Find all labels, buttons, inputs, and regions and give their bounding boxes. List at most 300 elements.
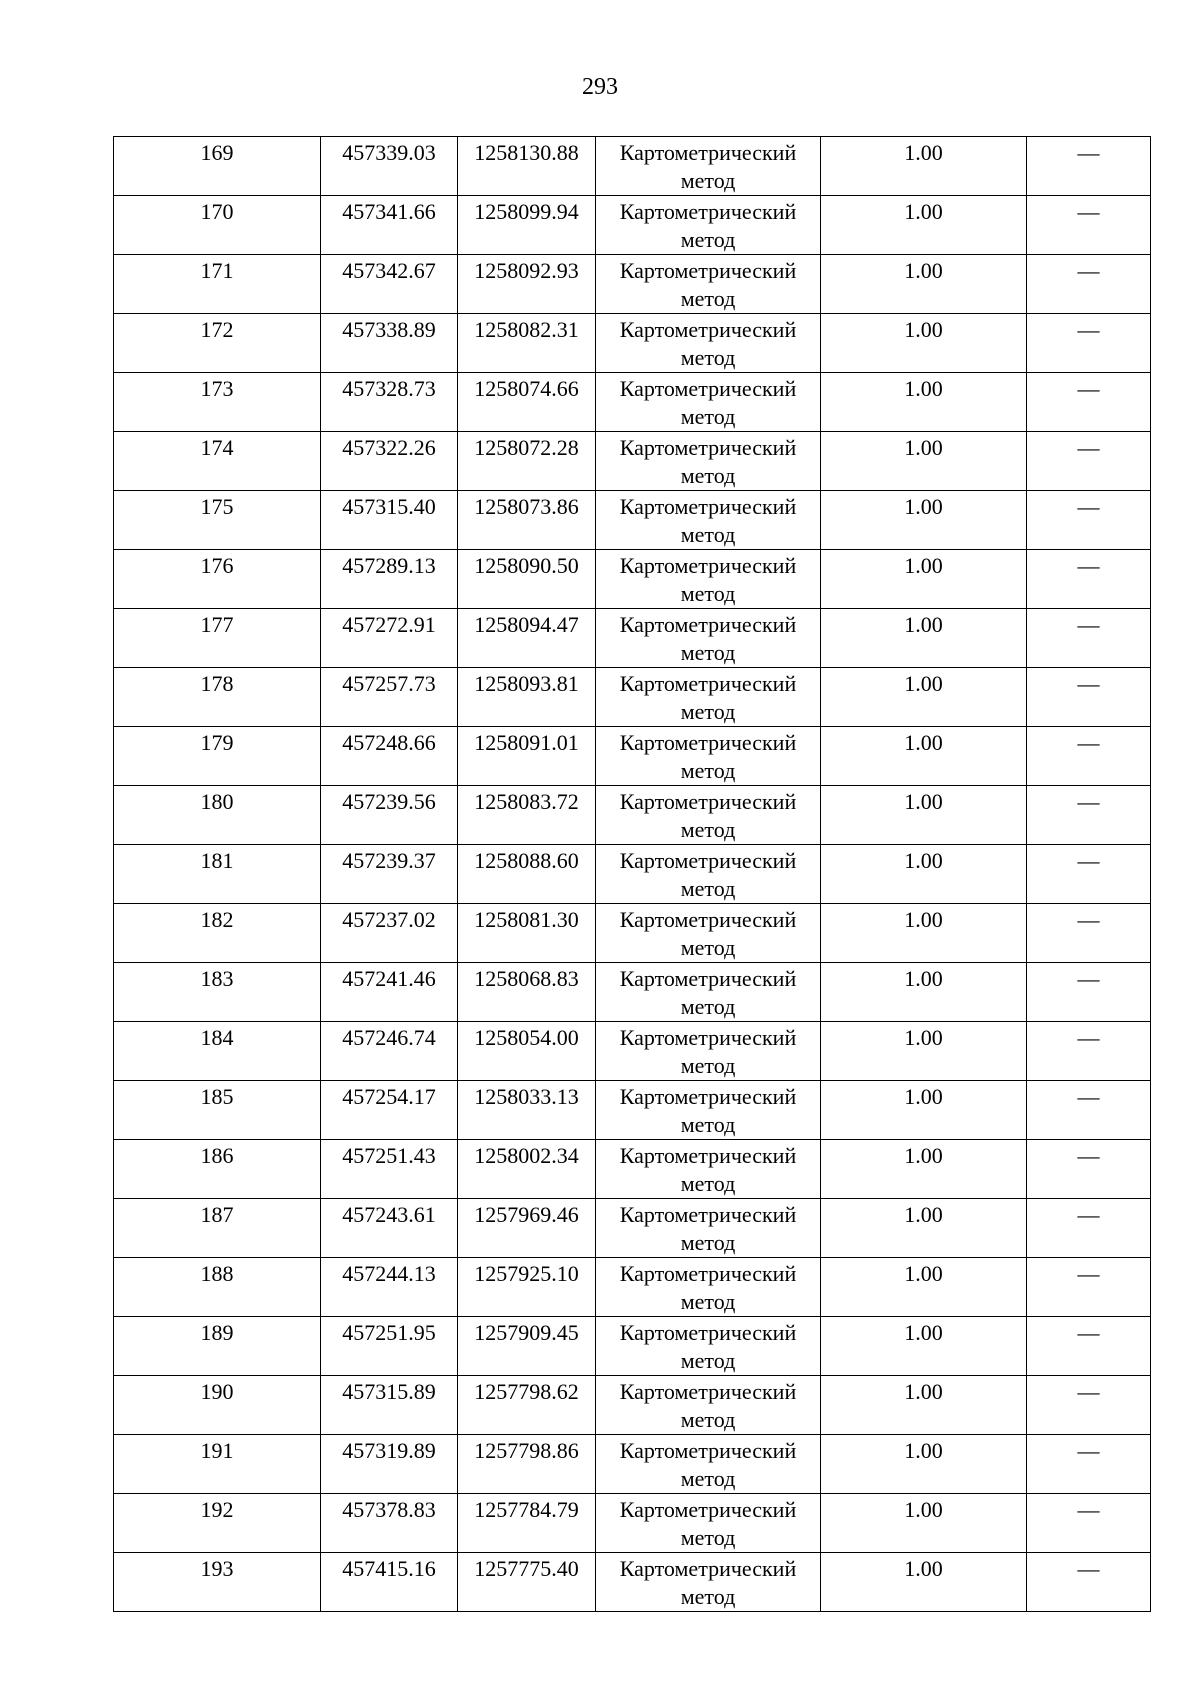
coordinates-table-body bbox=[114, 137, 1151, 1612]
x-coordinate-cell-text: 457339.03 bbox=[342, 140, 436, 165]
accuracy-cell-text: 1.00 bbox=[904, 612, 943, 637]
y-coordinate-cell bbox=[458, 314, 596, 373]
description-cell bbox=[1027, 1140, 1151, 1199]
accuracy-cell-text: 1.00 bbox=[904, 671, 943, 696]
y-coordinate-cell-text: 1258002.34 bbox=[474, 1143, 579, 1168]
x-coordinate-cell-text: 457315.40 bbox=[342, 494, 436, 519]
accuracy-cell bbox=[821, 255, 1027, 314]
description-cell-text: — bbox=[1077, 1497, 1100, 1522]
accuracy-cell bbox=[821, 550, 1027, 609]
y-coordinate-cell bbox=[458, 786, 596, 845]
method-cell-text: Картометрический метод bbox=[619, 199, 797, 252]
y-coordinate-cell-text: 1257798.86 bbox=[474, 1438, 579, 1463]
description-cell-text: — bbox=[1077, 1556, 1100, 1581]
point-number-cell bbox=[114, 1258, 321, 1317]
y-coordinate-cell-text: 1257775.40 bbox=[474, 1556, 579, 1581]
point-number-cell-text: 185 bbox=[200, 1084, 234, 1109]
method-cell-text: Картометрический метод bbox=[619, 907, 797, 960]
y-coordinate-cell bbox=[458, 432, 596, 491]
accuracy-cell bbox=[821, 668, 1027, 727]
y-coordinate-cell bbox=[458, 137, 596, 196]
x-coordinate-cell-text: 457289.13 bbox=[342, 553, 436, 578]
description-cell-text: — bbox=[1077, 1025, 1100, 1050]
accuracy-cell bbox=[821, 314, 1027, 373]
x-coordinate-cell bbox=[321, 1258, 458, 1317]
description-cell-text: — bbox=[1077, 317, 1100, 342]
point-number-cell-text: 191 bbox=[200, 1438, 234, 1463]
point-number-cell-text: 186 bbox=[200, 1143, 234, 1168]
table-row bbox=[114, 196, 1151, 255]
x-coordinate-cell-text: 457342.67 bbox=[342, 258, 436, 283]
table-row bbox=[114, 314, 1151, 373]
y-coordinate-cell-text: 1257909.45 bbox=[474, 1320, 579, 1345]
description-cell-text: — bbox=[1077, 553, 1100, 578]
x-coordinate-cell-text: 457322.26 bbox=[342, 435, 436, 460]
y-coordinate-cell bbox=[458, 1081, 596, 1140]
point-number-cell bbox=[114, 1494, 321, 1553]
x-coordinate-cell bbox=[321, 255, 458, 314]
x-coordinate-cell-text: 457341.66 bbox=[342, 199, 436, 224]
x-coordinate-cell-text: 457315.89 bbox=[342, 1379, 436, 1404]
y-coordinate-cell-text: 1258074.66 bbox=[474, 376, 579, 401]
x-coordinate-cell bbox=[321, 845, 458, 904]
point-number-cell-text: 169 bbox=[200, 140, 234, 165]
x-coordinate-cell-text: 457378.83 bbox=[342, 1497, 436, 1522]
accuracy-cell bbox=[821, 963, 1027, 1022]
table-row bbox=[114, 609, 1151, 668]
y-coordinate-cell bbox=[458, 491, 596, 550]
x-coordinate-cell bbox=[321, 432, 458, 491]
accuracy-cell bbox=[821, 1199, 1027, 1258]
accuracy-cell-text: 1.00 bbox=[904, 553, 943, 578]
y-coordinate-cell bbox=[458, 668, 596, 727]
accuracy-cell-text: 1.00 bbox=[904, 317, 943, 342]
point-number-cell bbox=[114, 373, 321, 432]
x-coordinate-cell-text: 457248.66 bbox=[342, 730, 436, 755]
point-number-cell bbox=[114, 550, 321, 609]
point-number-cell bbox=[114, 1140, 321, 1199]
description-cell-text: — bbox=[1077, 1379, 1100, 1404]
method-cell bbox=[596, 609, 821, 668]
description-cell bbox=[1027, 1317, 1151, 1376]
x-coordinate-cell-text: 457246.74 bbox=[342, 1025, 436, 1050]
point-number-cell-text: 178 bbox=[200, 671, 234, 696]
x-coordinate-cell bbox=[321, 1317, 458, 1376]
method-cell bbox=[596, 1553, 821, 1612]
accuracy-cell-text: 1.00 bbox=[904, 140, 943, 165]
accuracy-cell bbox=[821, 1081, 1027, 1140]
y-coordinate-cell bbox=[458, 1494, 596, 1553]
y-coordinate-cell-text: 1258072.28 bbox=[474, 435, 579, 460]
point-number-cell-text: 174 bbox=[200, 435, 234, 460]
description-cell-text: — bbox=[1077, 907, 1100, 932]
method-cell-text: Картометрический метод bbox=[619, 966, 797, 1019]
point-number-cell-text: 175 bbox=[200, 494, 234, 519]
accuracy-cell bbox=[821, 1435, 1027, 1494]
accuracy-cell-text: 1.00 bbox=[904, 199, 943, 224]
point-number-cell-text: 184 bbox=[200, 1025, 234, 1050]
description-cell-text: — bbox=[1077, 848, 1100, 873]
method-cell-text: Картометрический метод bbox=[619, 848, 797, 901]
x-coordinate-cell-text: 457251.95 bbox=[342, 1320, 436, 1345]
x-coordinate-cell bbox=[321, 1435, 458, 1494]
method-cell-text: Картометрический метод bbox=[619, 1202, 797, 1255]
point-number-cell bbox=[114, 1435, 321, 1494]
method-cell bbox=[596, 491, 821, 550]
y-coordinate-cell-text: 1258073.86 bbox=[474, 494, 579, 519]
method-cell-text: Картометрический метод bbox=[619, 1084, 797, 1137]
method-cell-text: Картометрический метод bbox=[619, 1438, 797, 1491]
method-cell-text: Картометрический метод bbox=[619, 789, 797, 842]
table-row bbox=[114, 1317, 1151, 1376]
y-coordinate-cell-text: 1258130.88 bbox=[474, 140, 579, 165]
description-cell bbox=[1027, 373, 1151, 432]
point-number-cell-text: 190 bbox=[200, 1379, 234, 1404]
method-cell bbox=[596, 196, 821, 255]
y-coordinate-cell-text: 1257784.79 bbox=[474, 1497, 579, 1522]
point-number-cell-text: 179 bbox=[200, 730, 234, 755]
accuracy-cell-text: 1.00 bbox=[904, 1025, 943, 1050]
accuracy-cell-text: 1.00 bbox=[904, 435, 943, 460]
accuracy-cell bbox=[821, 786, 1027, 845]
y-coordinate-cell-text: 1258082.31 bbox=[474, 317, 579, 342]
method-cell-text: Картометрический метод bbox=[619, 730, 797, 783]
x-coordinate-cell-text: 457251.43 bbox=[342, 1143, 436, 1168]
y-coordinate-cell bbox=[458, 845, 596, 904]
accuracy-cell-text: 1.00 bbox=[904, 1379, 943, 1404]
point-number-cell-text: 189 bbox=[200, 1320, 234, 1345]
accuracy-cell-text: 1.00 bbox=[904, 1084, 943, 1109]
x-coordinate-cell bbox=[321, 609, 458, 668]
method-cell-text: Картометрический метод bbox=[619, 671, 797, 724]
x-coordinate-cell bbox=[321, 1376, 458, 1435]
y-coordinate-cell-text: 1258033.13 bbox=[474, 1084, 579, 1109]
point-number-cell-text: 171 bbox=[200, 258, 234, 283]
method-cell-text: Картометрический метод bbox=[619, 435, 797, 488]
y-coordinate-cell bbox=[458, 1376, 596, 1435]
point-number-cell-text: 181 bbox=[200, 848, 234, 873]
description-cell-text: — bbox=[1077, 435, 1100, 460]
table-row bbox=[114, 1140, 1151, 1199]
point-number-cell-text: 172 bbox=[200, 317, 234, 342]
description-cell-text: — bbox=[1077, 612, 1100, 637]
table-row bbox=[114, 1494, 1151, 1553]
table-row bbox=[114, 1553, 1151, 1612]
y-coordinate-cell-text: 1258083.72 bbox=[474, 789, 579, 814]
method-cell-text: Картометрический метод bbox=[619, 1025, 797, 1078]
point-number-cell bbox=[114, 1317, 321, 1376]
accuracy-cell bbox=[821, 373, 1027, 432]
accuracy-cell-text: 1.00 bbox=[904, 1438, 943, 1463]
y-coordinate-cell bbox=[458, 1140, 596, 1199]
y-coordinate-cell bbox=[458, 1553, 596, 1612]
method-cell bbox=[596, 668, 821, 727]
description-cell bbox=[1027, 1022, 1151, 1081]
point-number-cell bbox=[114, 491, 321, 550]
accuracy-cell-text: 1.00 bbox=[904, 1202, 943, 1227]
accuracy-cell bbox=[821, 1317, 1027, 1376]
description-cell-text: — bbox=[1077, 730, 1100, 755]
x-coordinate-cell bbox=[321, 1199, 458, 1258]
x-coordinate-cell bbox=[321, 727, 458, 786]
accuracy-cell-text: 1.00 bbox=[904, 907, 943, 932]
method-cell-text: Картометрический метод bbox=[619, 1556, 797, 1609]
point-number-cell-text: 177 bbox=[200, 612, 234, 637]
table-row bbox=[114, 1199, 1151, 1258]
x-coordinate-cell bbox=[321, 1553, 458, 1612]
x-coordinate-cell bbox=[321, 550, 458, 609]
description-cell bbox=[1027, 255, 1151, 314]
method-cell bbox=[596, 963, 821, 1022]
accuracy-cell-text: 1.00 bbox=[904, 1556, 943, 1581]
description-cell-text: — bbox=[1077, 1261, 1100, 1286]
table-row bbox=[114, 491, 1151, 550]
accuracy-cell bbox=[821, 1258, 1027, 1317]
method-cell bbox=[596, 432, 821, 491]
x-coordinate-cell bbox=[321, 1081, 458, 1140]
x-coordinate-cell-text: 457239.56 bbox=[342, 789, 436, 814]
method-cell-text: Картометрический метод bbox=[619, 317, 797, 370]
method-cell bbox=[596, 373, 821, 432]
description-cell-text: — bbox=[1077, 1084, 1100, 1109]
accuracy-cell bbox=[821, 432, 1027, 491]
method-cell-text: Картометрический метод bbox=[619, 612, 797, 665]
table-row bbox=[114, 786, 1151, 845]
point-number-cell bbox=[114, 1022, 321, 1081]
method-cell-text: Картометрический метод bbox=[619, 494, 797, 547]
description-cell bbox=[1027, 550, 1151, 609]
x-coordinate-cell bbox=[321, 786, 458, 845]
x-coordinate-cell-text: 457338.89 bbox=[342, 317, 436, 342]
y-coordinate-cell-text: 1258068.83 bbox=[474, 966, 579, 991]
method-cell bbox=[596, 904, 821, 963]
point-number-cell bbox=[114, 963, 321, 1022]
x-coordinate-cell bbox=[321, 963, 458, 1022]
table-row bbox=[114, 1435, 1151, 1494]
table-row bbox=[114, 845, 1151, 904]
point-number-cell bbox=[114, 1199, 321, 1258]
accuracy-cell bbox=[821, 845, 1027, 904]
table-row bbox=[114, 668, 1151, 727]
description-cell bbox=[1027, 904, 1151, 963]
description-cell-text: — bbox=[1077, 199, 1100, 224]
method-cell bbox=[596, 1022, 821, 1081]
point-number-cell-text: 176 bbox=[200, 553, 234, 578]
point-number-cell-text: 188 bbox=[200, 1261, 234, 1286]
description-cell-text: — bbox=[1077, 966, 1100, 991]
x-coordinate-cell-text: 457241.46 bbox=[342, 966, 436, 991]
x-coordinate-cell bbox=[321, 904, 458, 963]
table-row bbox=[114, 432, 1151, 491]
y-coordinate-cell bbox=[458, 1317, 596, 1376]
description-cell-text: — bbox=[1077, 671, 1100, 696]
table-row bbox=[114, 727, 1151, 786]
description-cell-text: — bbox=[1077, 1438, 1100, 1463]
table-row bbox=[114, 255, 1151, 314]
point-number-cell-text: 192 bbox=[200, 1497, 234, 1522]
x-coordinate-cell-text: 457272.91 bbox=[342, 612, 436, 637]
description-cell bbox=[1027, 786, 1151, 845]
table-row bbox=[114, 1081, 1151, 1140]
point-number-cell bbox=[114, 727, 321, 786]
x-coordinate-cell bbox=[321, 668, 458, 727]
accuracy-cell bbox=[821, 196, 1027, 255]
y-coordinate-cell bbox=[458, 550, 596, 609]
y-coordinate-cell-text: 1258091.01 bbox=[474, 730, 579, 755]
table-row bbox=[114, 550, 1151, 609]
x-coordinate-cell bbox=[321, 1140, 458, 1199]
description-cell bbox=[1027, 727, 1151, 786]
accuracy-cell-text: 1.00 bbox=[904, 1143, 943, 1168]
point-number-cell-text: 180 bbox=[200, 789, 234, 814]
accuracy-cell-text: 1.00 bbox=[904, 494, 943, 519]
point-number-cell bbox=[114, 137, 321, 196]
point-number-cell-text: 182 bbox=[200, 907, 234, 932]
page-number: 293 bbox=[582, 74, 618, 100]
x-coordinate-cell-text: 457415.16 bbox=[342, 1556, 436, 1581]
point-number-cell-text: 193 bbox=[200, 1556, 234, 1581]
y-coordinate-cell bbox=[458, 963, 596, 1022]
method-cell bbox=[596, 1376, 821, 1435]
method-cell-text: Картометрический метод bbox=[619, 376, 797, 429]
method-cell bbox=[596, 1435, 821, 1494]
accuracy-cell bbox=[821, 1140, 1027, 1199]
point-number-cell-text: 170 bbox=[200, 199, 234, 224]
x-coordinate-cell bbox=[321, 196, 458, 255]
y-coordinate-cell-text: 1257798.62 bbox=[474, 1379, 579, 1404]
x-coordinate-cell-text: 457243.61 bbox=[342, 1202, 436, 1227]
accuracy-cell-text: 1.00 bbox=[904, 1320, 943, 1345]
description-cell bbox=[1027, 1081, 1151, 1140]
point-number-cell bbox=[114, 904, 321, 963]
table-row bbox=[114, 1022, 1151, 1081]
accuracy-cell-text: 1.00 bbox=[904, 258, 943, 283]
description-cell bbox=[1027, 1199, 1151, 1258]
point-number-cell bbox=[114, 609, 321, 668]
method-cell bbox=[596, 727, 821, 786]
method-cell bbox=[596, 1140, 821, 1199]
method-cell-text: Картометрический метод bbox=[619, 1261, 797, 1314]
table-row bbox=[114, 1376, 1151, 1435]
point-number-cell bbox=[114, 786, 321, 845]
method-cell bbox=[596, 1199, 821, 1258]
point-number-cell bbox=[114, 196, 321, 255]
method-cell-text: Картометрический метод bbox=[619, 1143, 797, 1196]
accuracy-cell bbox=[821, 491, 1027, 550]
accuracy-cell bbox=[821, 1022, 1027, 1081]
method-cell-text: Картометрический метод bbox=[619, 1379, 797, 1432]
y-coordinate-cell-text: 1258093.81 bbox=[474, 671, 579, 696]
y-coordinate-cell-text: 1258094.47 bbox=[474, 612, 579, 637]
accuracy-cell bbox=[821, 727, 1027, 786]
accuracy-cell bbox=[821, 1376, 1027, 1435]
y-coordinate-cell-text: 1258054.00 bbox=[474, 1025, 579, 1050]
point-number-cell-text: 173 bbox=[200, 376, 234, 401]
x-coordinate-cell-text: 457257.73 bbox=[342, 671, 436, 696]
description-cell bbox=[1027, 1376, 1151, 1435]
method-cell-text: Картометрический метод bbox=[619, 553, 797, 606]
accuracy-cell-text: 1.00 bbox=[904, 848, 943, 873]
description-cell bbox=[1027, 1494, 1151, 1553]
x-coordinate-cell bbox=[321, 137, 458, 196]
y-coordinate-cell-text: 1258081.30 bbox=[474, 907, 579, 932]
y-coordinate-cell-text: 1258092.93 bbox=[474, 258, 579, 283]
method-cell-text: Картометрический метод bbox=[619, 140, 797, 193]
accuracy-cell-text: 1.00 bbox=[904, 966, 943, 991]
description-cell bbox=[1027, 1435, 1151, 1494]
x-coordinate-cell bbox=[321, 314, 458, 373]
y-coordinate-cell bbox=[458, 609, 596, 668]
description-cell bbox=[1027, 432, 1151, 491]
description-cell-text: — bbox=[1077, 140, 1100, 165]
method-cell bbox=[596, 314, 821, 373]
point-number-cell bbox=[114, 314, 321, 373]
point-number-cell bbox=[114, 1553, 321, 1612]
method-cell bbox=[596, 1494, 821, 1553]
point-number-cell bbox=[114, 668, 321, 727]
method-cell bbox=[596, 255, 821, 314]
description-cell bbox=[1027, 1553, 1151, 1612]
description-cell bbox=[1027, 491, 1151, 550]
accuracy-cell bbox=[821, 609, 1027, 668]
method-cell bbox=[596, 550, 821, 609]
y-coordinate-cell bbox=[458, 1199, 596, 1258]
description-cell-text: — bbox=[1077, 376, 1100, 401]
table-row bbox=[114, 137, 1151, 196]
x-coordinate-cell-text: 457239.37 bbox=[342, 848, 436, 873]
accuracy-cell bbox=[821, 1494, 1027, 1553]
method-cell-text: Картометрический метод bbox=[619, 258, 797, 311]
method-cell bbox=[596, 845, 821, 904]
x-coordinate-cell-text: 457244.13 bbox=[342, 1261, 436, 1286]
x-coordinate-cell bbox=[321, 1022, 458, 1081]
accuracy-cell-text: 1.00 bbox=[904, 376, 943, 401]
description-cell bbox=[1027, 137, 1151, 196]
x-coordinate-cell bbox=[321, 491, 458, 550]
y-coordinate-cell bbox=[458, 373, 596, 432]
table-row bbox=[114, 904, 1151, 963]
x-coordinate-cell-text: 457328.73 bbox=[342, 376, 436, 401]
y-coordinate-cell bbox=[458, 1435, 596, 1494]
description-cell-text: — bbox=[1077, 1320, 1100, 1345]
method-cell-text: Картометрический метод bbox=[619, 1497, 797, 1550]
y-coordinate-cell bbox=[458, 196, 596, 255]
method-cell bbox=[596, 1258, 821, 1317]
method-cell bbox=[596, 137, 821, 196]
method-cell-text: Картометрический метод bbox=[619, 1320, 797, 1373]
y-coordinate-cell-text: 1258099.94 bbox=[474, 199, 579, 224]
description-cell bbox=[1027, 668, 1151, 727]
point-number-cell bbox=[114, 1081, 321, 1140]
table-row bbox=[114, 1258, 1151, 1317]
y-coordinate-cell bbox=[458, 255, 596, 314]
method-cell bbox=[596, 1317, 821, 1376]
coordinates-table bbox=[113, 136, 1151, 1612]
description-cell bbox=[1027, 963, 1151, 1022]
table-row bbox=[114, 373, 1151, 432]
x-coordinate-cell bbox=[321, 1494, 458, 1553]
method-cell bbox=[596, 1081, 821, 1140]
accuracy-cell bbox=[821, 904, 1027, 963]
description-cell bbox=[1027, 845, 1151, 904]
y-coordinate-cell bbox=[458, 1258, 596, 1317]
accuracy-cell-text: 1.00 bbox=[904, 730, 943, 755]
point-number-cell bbox=[114, 845, 321, 904]
y-coordinate-cell-text: 1258090.50 bbox=[474, 553, 579, 578]
description-cell-text: — bbox=[1077, 494, 1100, 519]
accuracy-cell bbox=[821, 137, 1027, 196]
description-cell bbox=[1027, 1258, 1151, 1317]
